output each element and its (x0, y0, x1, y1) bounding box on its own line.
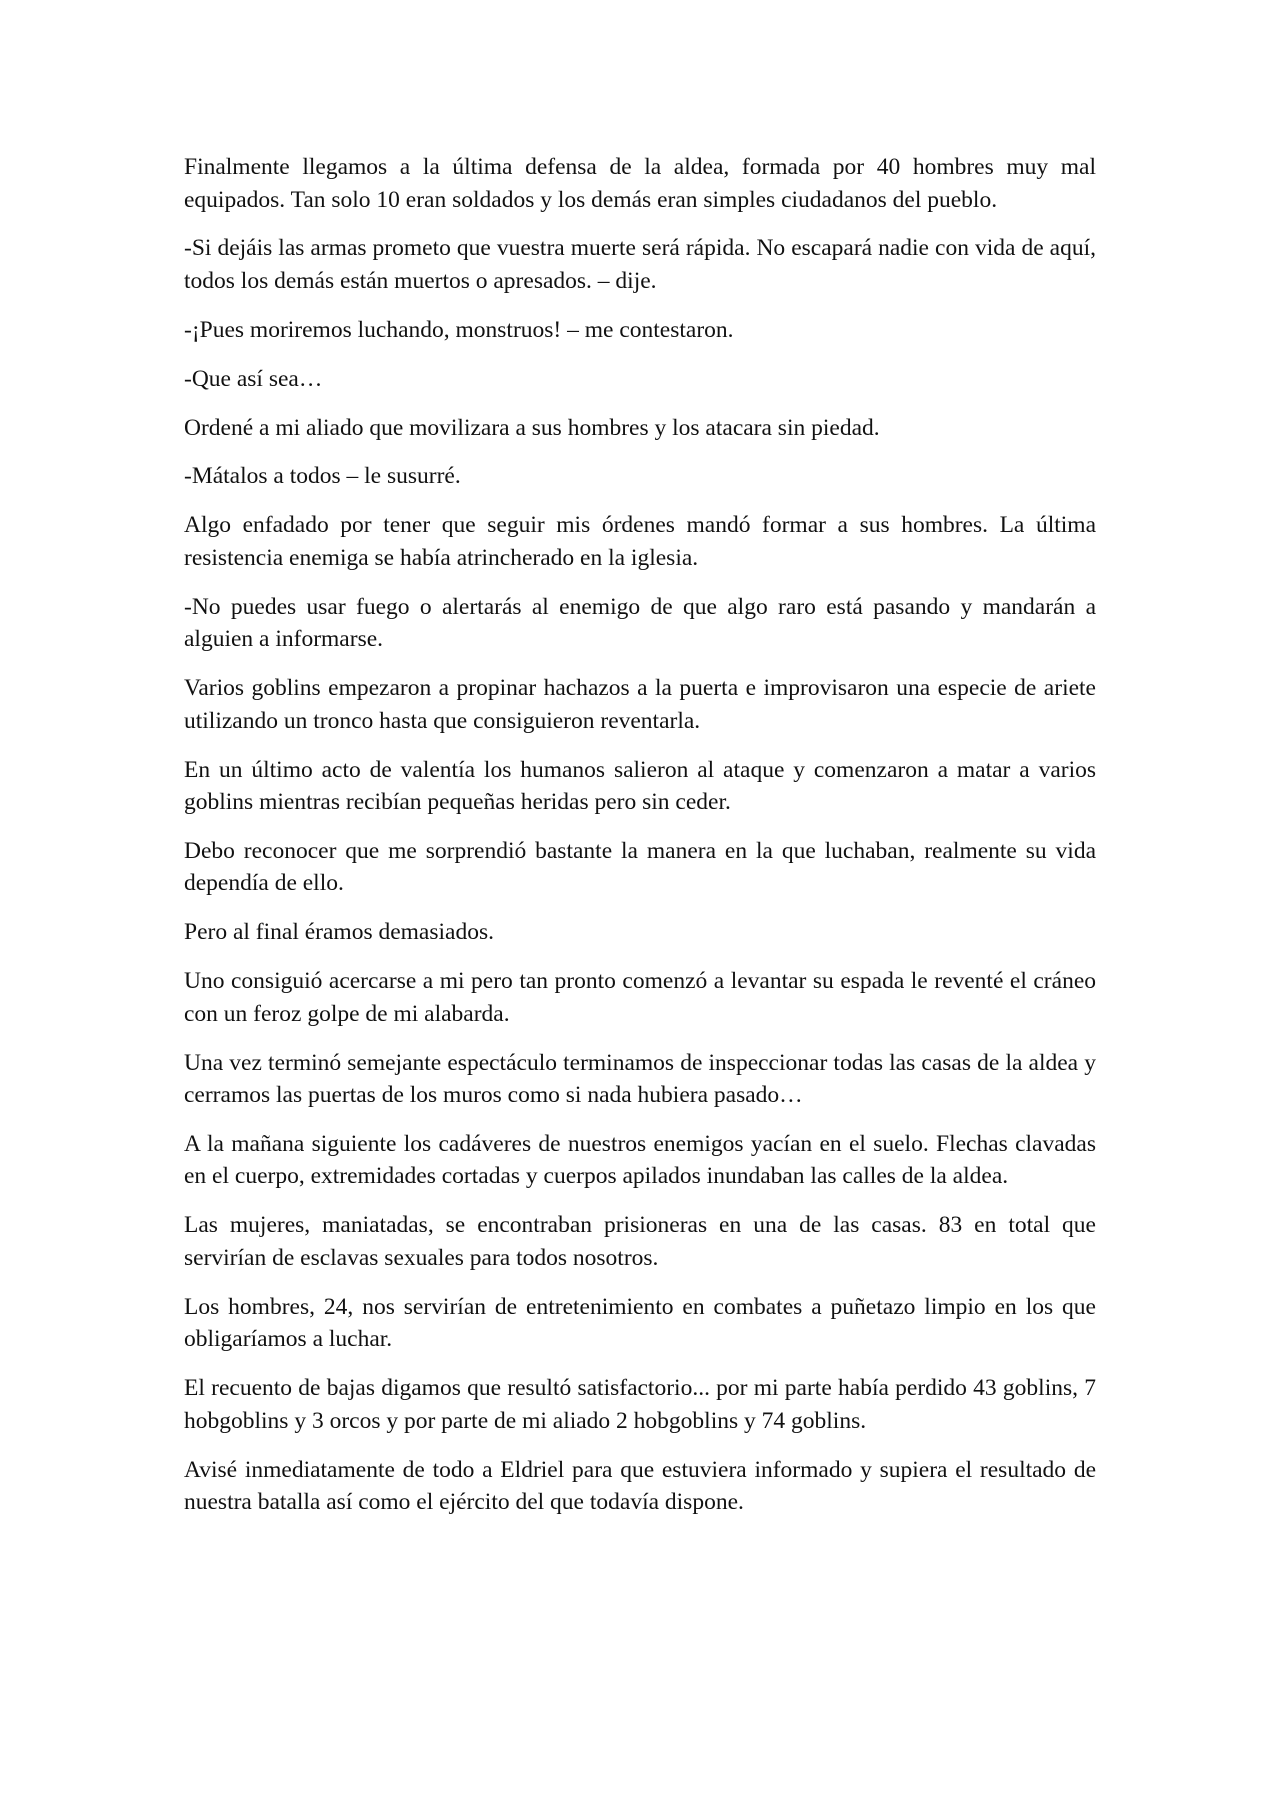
paragraph: -Mátalos a todos – le susurré. (184, 463, 461, 490)
paragraph: Algo enfadado por tener que seguir mis órdenes mandó formar a sus hombres. La última resistencia enemiga se había atrincherado en la iglesia. (184, 512, 1096, 571)
paragraph: Avisé inmediatamente de todo a Eldriel para que estuviera informado y supiera el resultado de nuestra batalla así como el ejército del que todavía dispone. (184, 1456, 1096, 1516)
paragraph: Los hombres, 24, nos servirían de entretenimiento en combates a puñetazo limpio en los que obligaríamos a luchar. (184, 1293, 1096, 1353)
paragraph: Finalmente llegamos a la última defensa de la aldea, formada por 40 hombres muy mal equipados. Tan solo 10 eran soldados y los demás eran simples ciudadanos del pueblo. (184, 154, 1096, 213)
paragraph: Las mujeres, maniatadas, se encontraban prisioneras en una de las casas. 83 en total que servirían de esclavas sexuales para todos nosotros. (184, 1212, 1096, 1271)
paragraph: Una vez terminó semejante espectáculo terminamos de inspeccionar todas las casas de la aldea y cerramos las puertas de los muros como si nada hubiera pasado… (184, 1049, 1096, 1109)
paragraph: Ordené a mi aliado que movilizara a sus hombres y los atacara sin piedad. (184, 414, 880, 441)
document-body (184, 151, 1096, 1535)
paragraph: Uno consiguió acercarse a mi pero tan pronto comenzó a levantar su espada le reventé el cráneo con un feroz golpe de mi alabarda. (184, 968, 1096, 1027)
paragraph: -Que así sea… (184, 365, 323, 392)
paragraph: Pero al final éramos demasiados. (184, 919, 494, 946)
paragraph: En un último acto de valentía los humanos salieron al ataque y comenzaron a matar a varios goblins mientras recibían pequeñas heridas pero sin ceder. (184, 756, 1096, 816)
paragraph: Debo reconocer que me sorprendió bastante la manera en la que luchaban, realmente su vida dependía de ello. (184, 837, 1096, 897)
paragraph: El recuento de bajas digamos que resultó satisfactorio... por mi parte había perdido 43 goblins, 7 hobgoblins y 3 orcos y por parte de mi aliado 2 hobgoblins y 74 goblins. (184, 1375, 1096, 1434)
paragraph: Varios goblins empezaron a propinar hachazos a la puerta e improvisaron una especie de ariete utilizando un tronco hasta que consiguieron reventarla. (184, 675, 1096, 734)
paragraph: -¡Pues moriremos luchando, monstruos! – me contestaron. (184, 316, 734, 343)
paragraph: -No puedes usar fuego o alertarás al enemigo de que algo raro está pasando y mandarán a alguien a informarse. (184, 593, 1096, 653)
paragraph: -Si dejáis las armas prometo que vuestra muerte será rápida. No escapará nadie con vida de aquí, todos los demás están muertos o apresados. – dije. (184, 235, 1096, 294)
paragraph: A la mañana siguiente los cadáveres de nuestros enemigos yacían en el suelo. Flechas clavadas en el cuerpo, extremidades cortadas y cuerpos apilados inundaban las calles de la aldea. (184, 1130, 1096, 1190)
